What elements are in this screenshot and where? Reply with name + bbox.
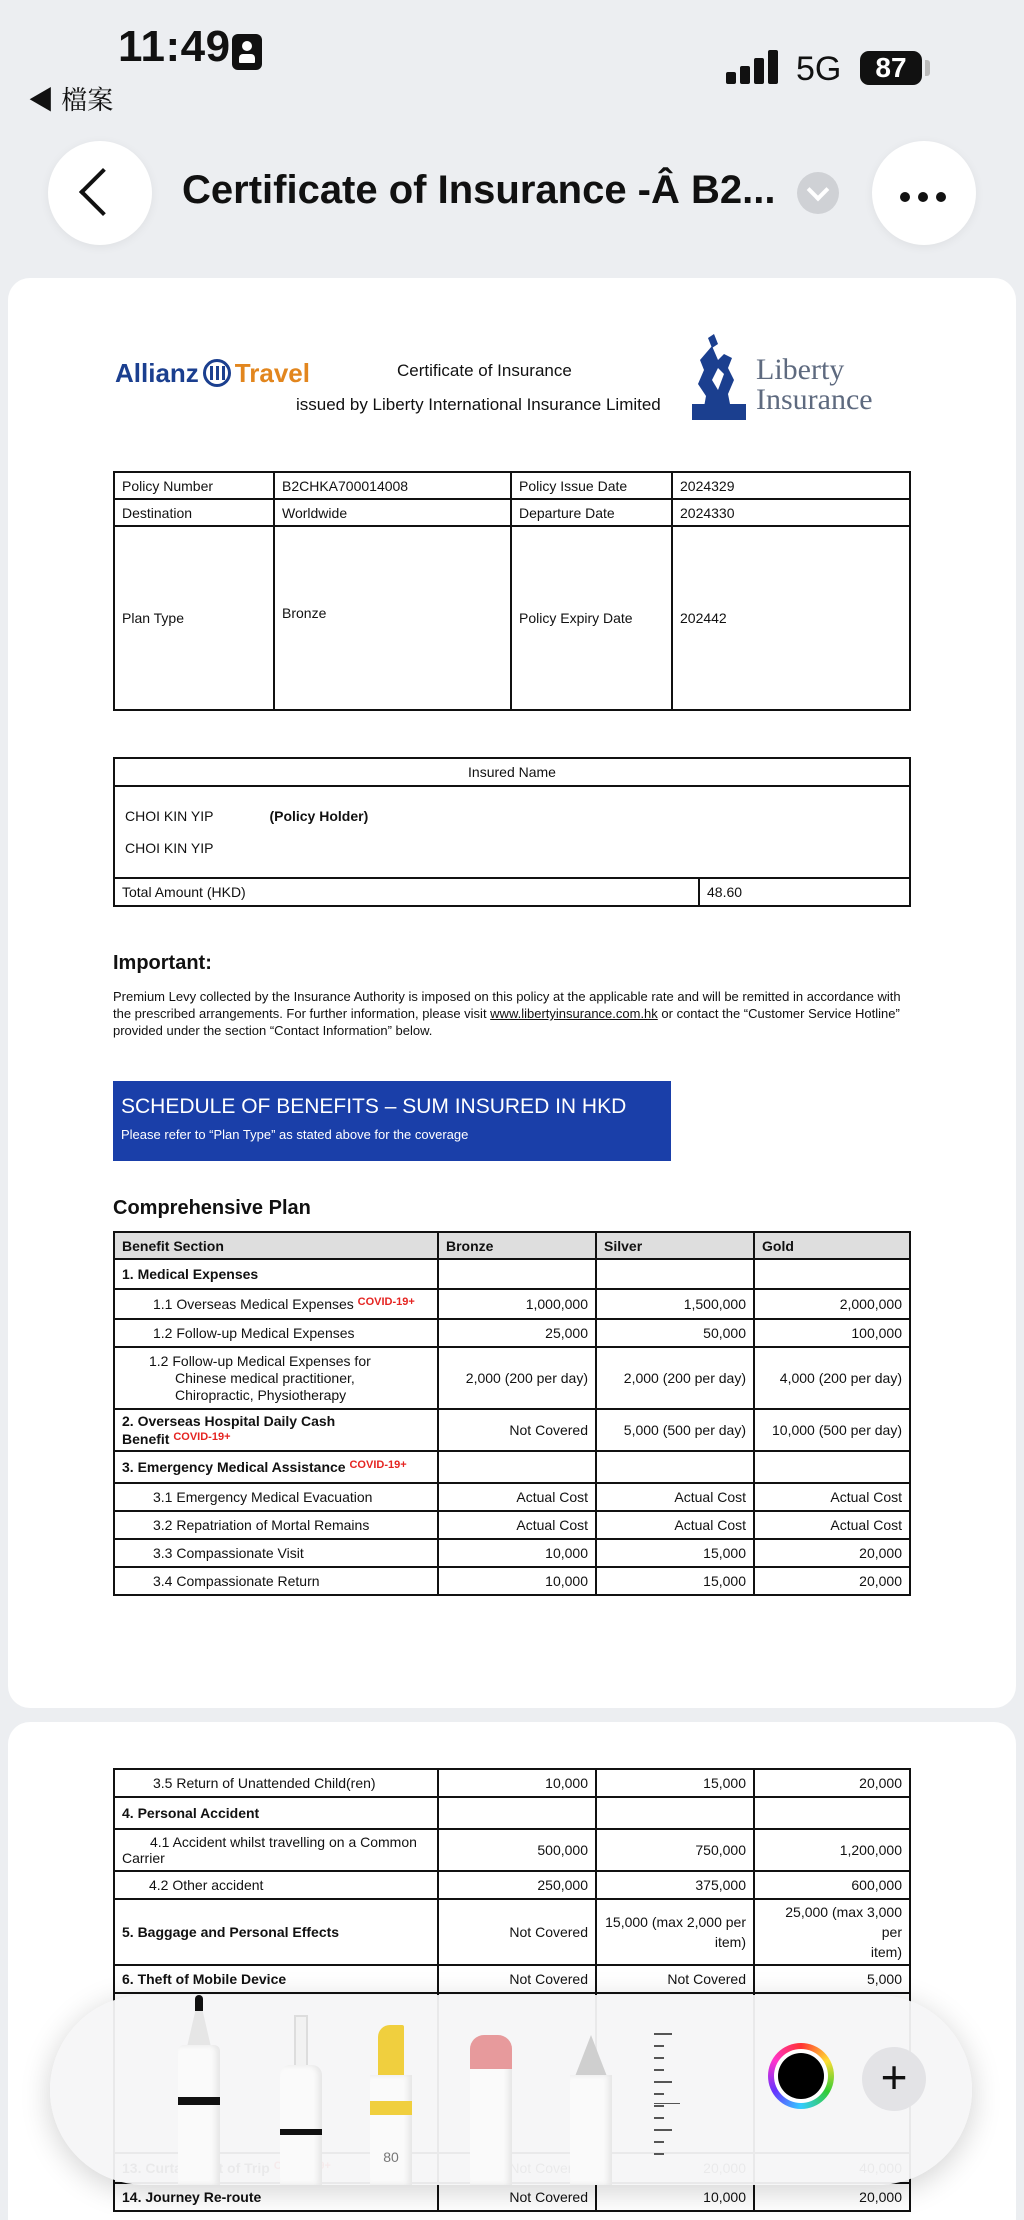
liberty-insurance-logo: Liberty Insurance (756, 353, 873, 416)
policy-details-table (113, 471, 911, 711)
covid-tag: COVID-19+ (349, 1459, 407, 1471)
departure-date: 2024330 (672, 499, 910, 526)
important-body: Premium Levy collected by the Insurance Authority is imposed on this policy at the applicable rate and will be remitted in accordance with the prescribed arrangements. For further information, please visit www.libertyinsurance.com.hk or contact the “Customer Service Hotline” provided under the section “Contact Information” below. (113, 989, 901, 1038)
signal-icon (726, 48, 780, 84)
back-button[interactable] (48, 141, 152, 245)
table-row: 6. Theft of Mobile Device Not Covered Not Covered 5,000 (114, 1965, 910, 1993)
destination: Worldwide (274, 499, 511, 526)
table-row: 3.5 Return of Unattended Child(ren) 10,000 15,000 20,000 (114, 1769, 910, 1797)
contact-card-icon (232, 34, 262, 70)
cell: Destination (114, 499, 274, 526)
table-row: 3.2 Repatriation of Mortal Remains Actual Cost Actual Cost Actual Cost (114, 1511, 910, 1539)
total-label: Total Amount (HKD) (114, 878, 699, 906)
section-row: 4. Personal Accident (114, 1797, 910, 1829)
cell: Policy Issue Date (511, 472, 672, 499)
certificate-title: Certificate of Insurance (397, 361, 572, 380)
more-icon (900, 189, 954, 207)
allianz-travel-logo: Allianz Travel (115, 358, 310, 388)
chevron-down-icon[interactable] (797, 172, 839, 214)
col-header: Benefit Section (114, 1232, 438, 1259)
table-row: 3.4 Compassionate Return 10,000 15,000 20,000 (114, 1567, 910, 1595)
table-row: 4.1 Accident whilst travelling on a Common Carrier 500,000 750,000 1,200,000 (114, 1829, 910, 1871)
battery-icon: 87 (860, 51, 922, 85)
status-time: 11:49 (118, 22, 231, 71)
cell: Policy Number (114, 472, 274, 499)
section-row: 1. Medical Expenses (114, 1259, 438, 1289)
document-title[interactable]: Certificate of Insurance -Â B2... (182, 168, 776, 212)
back-to-app-link[interactable]: ◀ 檔案 (28, 85, 114, 115)
total-amount: 48.60 (699, 878, 910, 906)
table-row: 5. Baggage and Personal Effects Not Covered 15,000 (max 2,000 per item) 25,000 (max 3,000 per item) (114, 1899, 910, 1965)
network-type: 5G (796, 50, 842, 88)
covid-tag: COVID-19+ (357, 1296, 415, 1308)
highlighter-width: 80 (383, 2149, 399, 2165)
covid-tag: COVID-19+ (173, 1431, 231, 1443)
plan-heading: Comprehensive Plan (113, 1197, 311, 1219)
policy-holder-tag: (Policy Holder) (269, 808, 369, 824)
liberty-website-link[interactable]: www.libertyinsurance.com.hk (490, 1006, 658, 1021)
cell: Plan Type (114, 526, 274, 710)
insured-name-1: CHOI KIN YIP (125, 808, 214, 824)
statue-of-liberty-icon (688, 334, 750, 420)
pen-tool[interactable] (178, 1995, 220, 2185)
cell: Departure Date (511, 499, 672, 526)
table-row: 1.2 Follow-up Medical Expenses for Chinese medical practitioner, Chiropractic, Physiotherapy 2,000 (200 per day) 2,000 (200 per day) 4,000 (200 per day) (114, 1347, 910, 1409)
policy-number: B2CHKA700014008 (274, 472, 511, 499)
schedule-banner (113, 1081, 671, 1161)
insured-name-2: CHOI KIN YIP (125, 840, 214, 856)
add-button[interactable]: + (862, 2047, 926, 2111)
table-row: 1.1 Overseas Medical Expenses $^{COVID-19+}$ 1,000,000 1,500,000 2,000,000 (114, 1289, 910, 1319)
issuer-line: issued by Liberty International Insurance Limited (296, 395, 661, 414)
table-row: 2. Overseas Hospital Daily Cash Benefit $^{COVID-19+}$ Not Covered 5,000 (500 per day) 10,000 (500 per day) (114, 1409, 910, 1451)
more-button[interactable] (872, 141, 976, 245)
highlighter-tool[interactable] (370, 2025, 412, 2185)
selected-color-black (778, 2053, 824, 2099)
insured-header: Insured Name (114, 758, 910, 786)
section-row: 3. Emergency Medical Assistance $^{COVID-19+}$ (114, 1451, 910, 1483)
banner-title: SCHEDULE OF BENEFITS – SUM INSURED IN HKD (121, 1095, 627, 1118)
expiry-date: 202442 (672, 526, 910, 710)
issue-date: 2024329 (672, 472, 910, 499)
table-row: 14. Journey Re-route Not Covered 10,000 20,000 (114, 2183, 910, 2211)
col-header: Silver (596, 1232, 754, 1259)
plan-type: Bronze (274, 526, 511, 710)
markup-toolbar (50, 1995, 972, 2185)
fineliner-tool[interactable] (280, 2015, 322, 2185)
banner-subtitle: Please refer to “Plan Type” as stated above for the coverage (121, 1127, 469, 1142)
table-row: 3.1 Emergency Medical Evacuation Actual Cost Actual Cost Actual Cost (114, 1483, 910, 1511)
battery-tip (925, 60, 930, 76)
color-picker[interactable] (768, 2043, 834, 2109)
table-row: 1.2 Follow-up Medical Expenses 25,000 50,000 100,000 (114, 1319, 910, 1347)
insured-table (113, 757, 911, 907)
eraser-tool[interactable] (470, 2035, 512, 2185)
col-header: Bronze (438, 1232, 596, 1259)
ruler-tool[interactable] (654, 2033, 680, 2173)
table-row: 4.2 Other accident 250,000 375,000 600,000 (114, 1871, 910, 1899)
cell: Policy Expiry Date (511, 526, 672, 710)
insured-names (114, 786, 910, 878)
pencil-tool[interactable] (570, 2035, 612, 2185)
col-header: Gold (754, 1232, 910, 1259)
chevron-left-icon (79, 168, 127, 216)
table-row: 3.3 Compassionate Visit 10,000 15,000 20,000 (114, 1539, 910, 1567)
important-heading: Important: (113, 952, 212, 974)
benefits-table (113, 1231, 911, 1596)
